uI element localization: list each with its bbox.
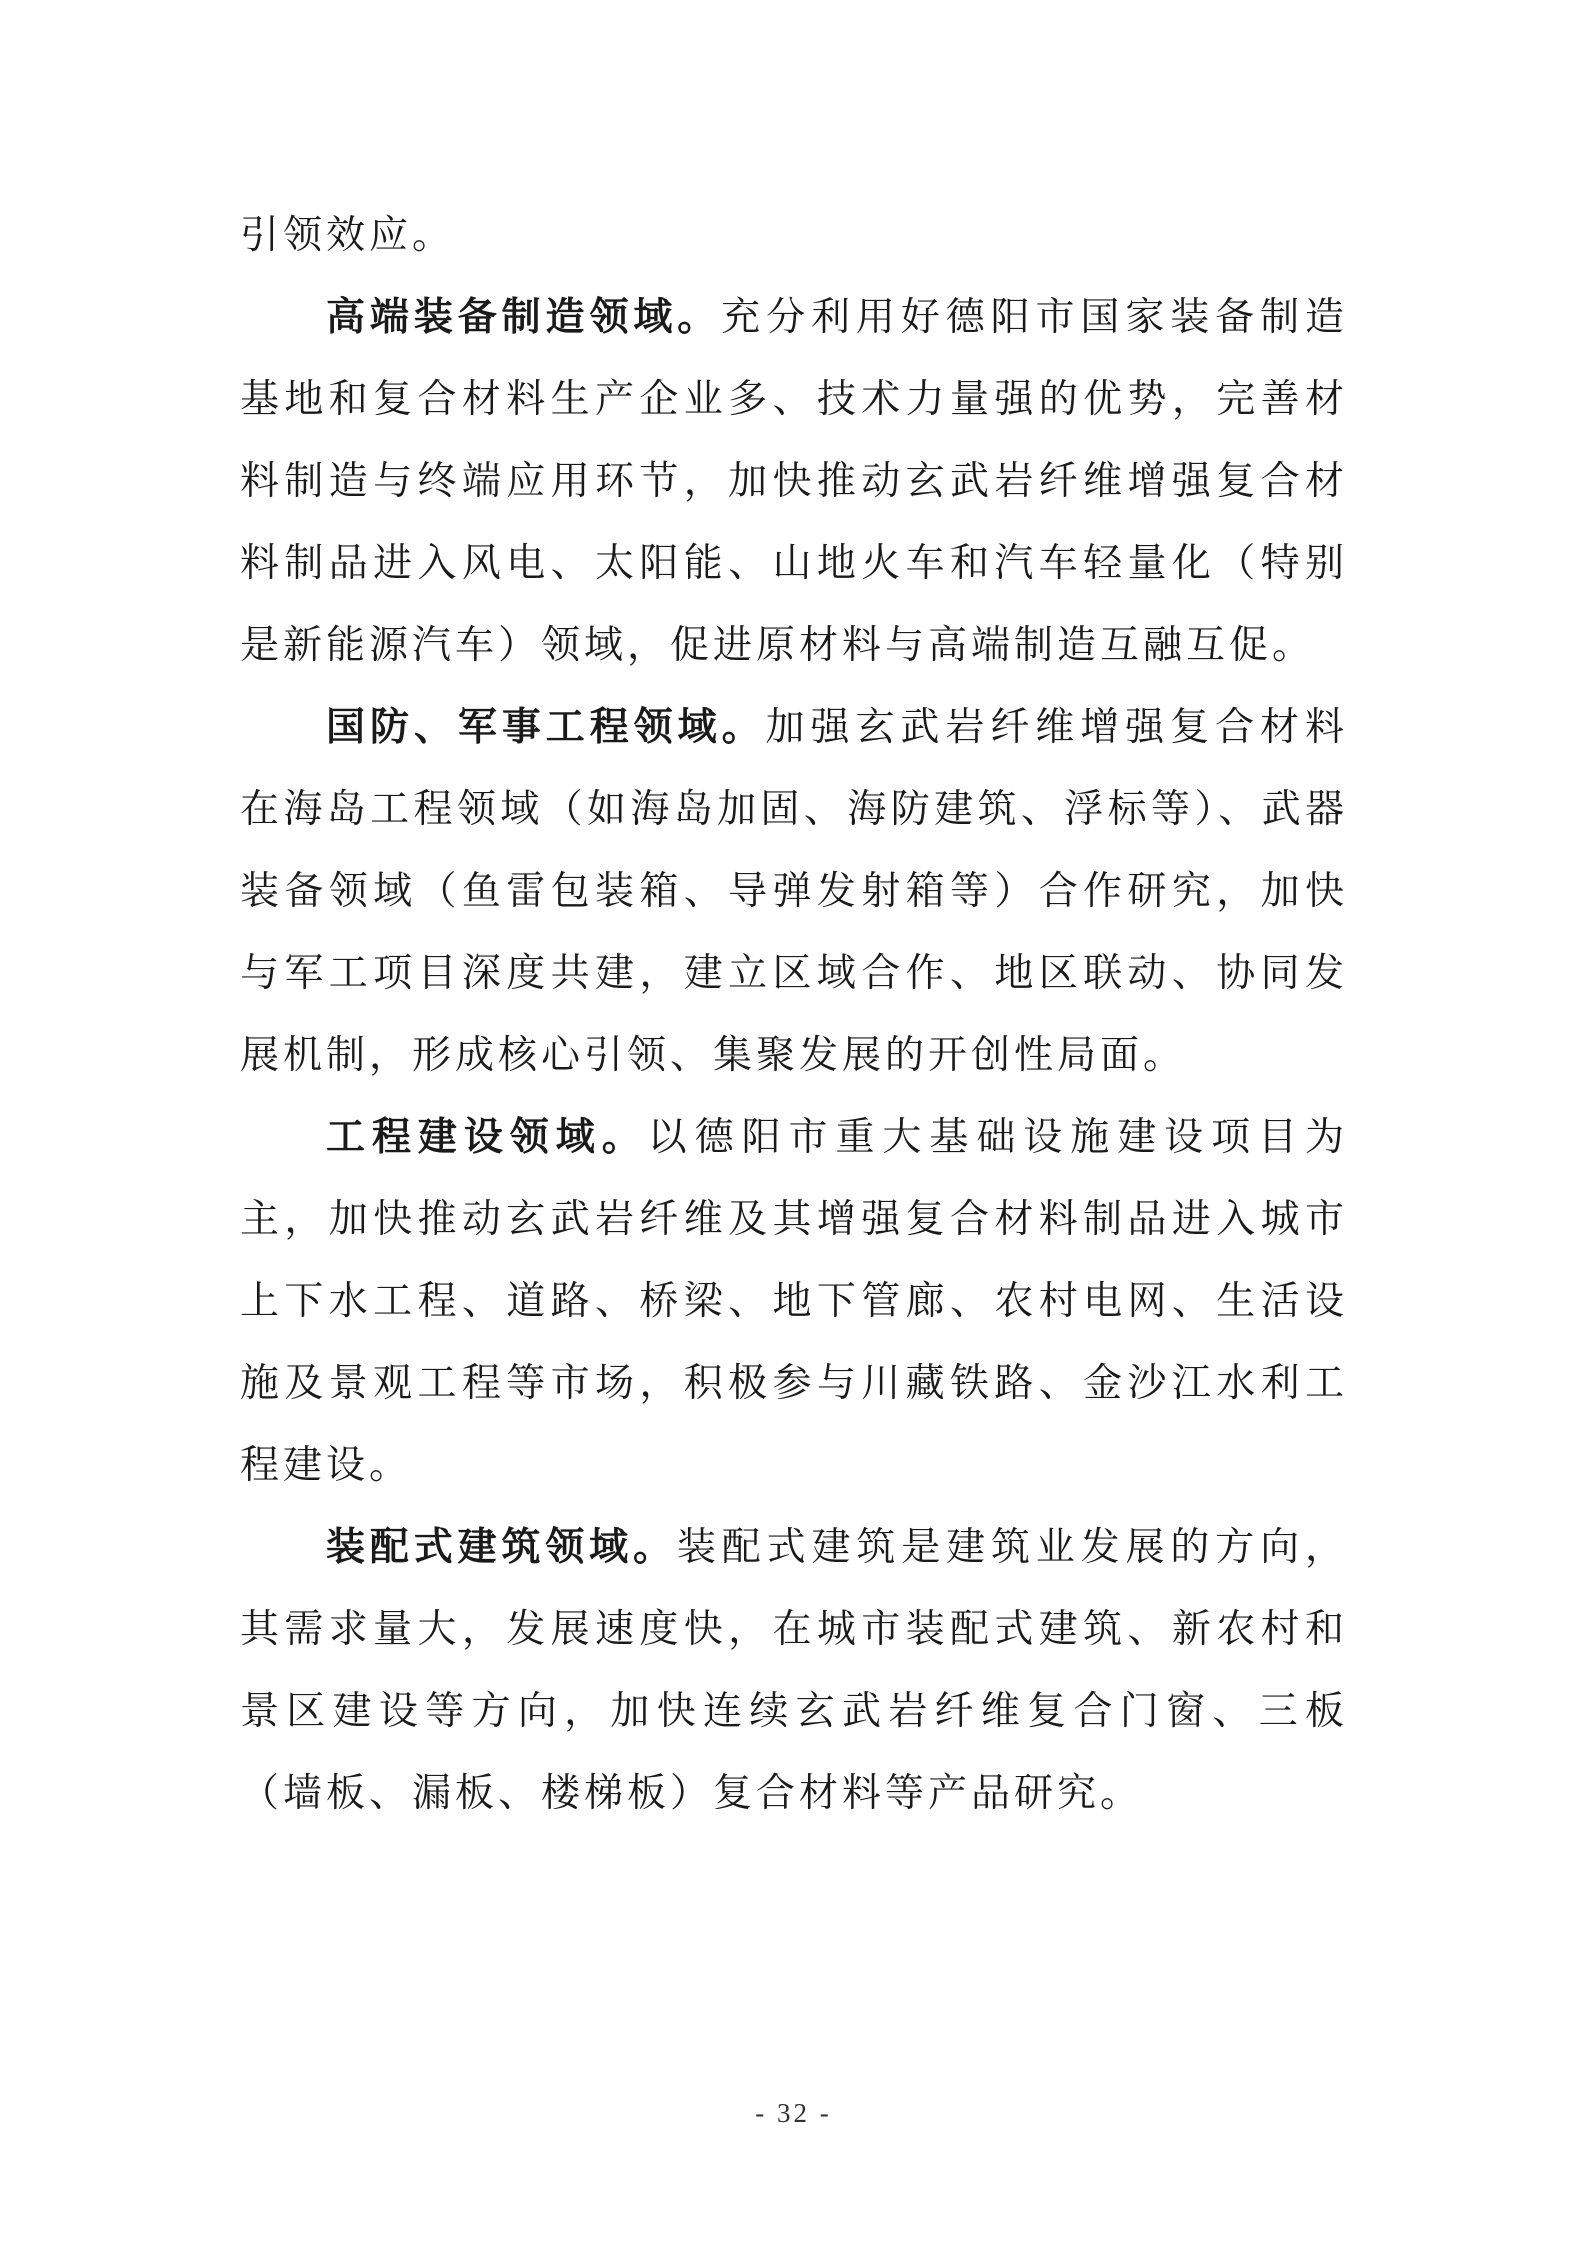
- paragraph-heading: 工程建设领域。: [326, 1115, 648, 1160]
- paragraph-high-end-equipment: [240, 277, 1348, 687]
- paragraph-engineering: [240, 1097, 1348, 1507]
- page-number: - 32 -: [755, 2098, 832, 2128]
- paragraph-continuation: [240, 195, 1348, 277]
- paragraph-text: 充分利用好德阳市国家装备制造基地和复合材料生产企业多、技术力量强的优势，完善材料制造与终端应用环节，加快推动玄武岩纤维增强复合材料制品进入风电、太阳能、山地火车和汽车轻量化（特别是新能源汽车）领域，促进原材料与高端制造互融互促。: [240, 295, 1348, 668]
- paragraph-text: 装配式建筑是建筑业发展的方向，其需求量大，发展速度快，在城市装配式建筑、新农村和景区建设等方向，加快连续玄武岩纤维复合门窗、三板（墙板、漏板、楼梯板）复合材料等产品研究。: [240, 1525, 1348, 1816]
- paragraph-defense: [240, 687, 1348, 1097]
- paragraph-heading: 高端装备制造领域。: [326, 295, 722, 340]
- paragraph-text: 引领效应。: [240, 213, 456, 258]
- paragraph-heading: 装配式建筑领域。: [326, 1525, 677, 1570]
- paragraph-text: 加强玄武岩纤维增强复合材料在海岛工程领域（如海岛加固、海防建筑、浮标等）、武器装备领域（鱼雷包装箱、导弹发射箱等）合作研究，加快与军工项目深度共建，建立区域合作、地区联动、协同发展机制，形成核心引领、集聚发展的开创性局面。: [240, 705, 1348, 1078]
- paragraph-prefab-building: [240, 1507, 1348, 1835]
- body-text: [240, 195, 1348, 1835]
- paragraph-heading: 国防、军事工程领域。: [326, 705, 766, 750]
- paragraph-text: 以德阳市重大基础设施建设项目为主，加快推动玄武岩纤维及其增强复合材料制品进入城市上下水工程、道路、桥梁、地下管廊、农村电网、生活设施及景观工程等市场，积极参与川藏铁路、金沙江水利工程建设。: [240, 1115, 1348, 1488]
